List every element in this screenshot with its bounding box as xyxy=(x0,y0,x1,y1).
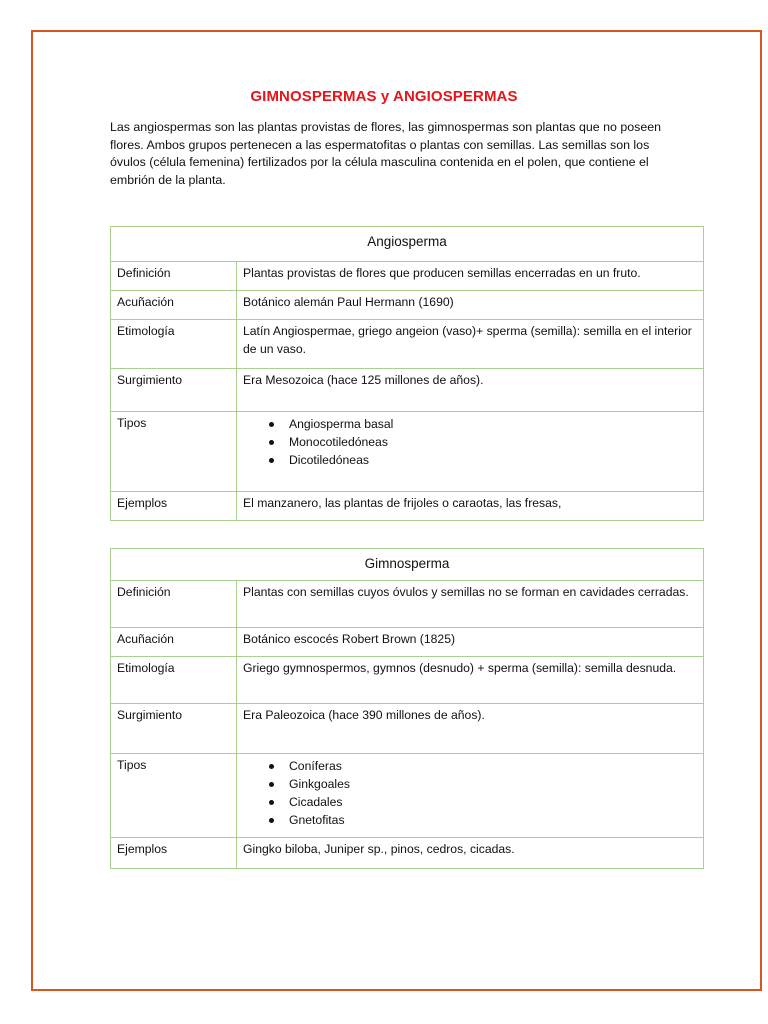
list-item: Monocotiledóneas xyxy=(289,433,697,451)
row-value: Gingko biloba, Juniper sp., pinos, cedros, cicadas. xyxy=(237,838,704,869)
row-value: Latín Angiospermae, griego angeion (vaso)+ sperma (semilla): semilla en el interior de un vaso. xyxy=(237,320,704,369)
row-label: Surgimiento xyxy=(111,704,237,754)
row-value: Plantas con semillas cuyos óvulos y semillas no se forman en cavidades cerradas. xyxy=(237,581,704,628)
row-value: Botánico alemán Paul Hermann (1690) xyxy=(237,291,704,320)
intro-paragraph: Las angiospermas son las plantas provistas de flores, las gimnospermas son plantas que no poseen flores. Ambos grupos pertenecen a las espermatofitas o plantas con semillas. Las semillas son los óvulos (célula femenina) fertilizados por la célula masculina contenida en el polen, que contiene el embrión de la planta. xyxy=(110,120,662,187)
row-label: Definición xyxy=(111,262,237,291)
list-item: Dicotiledóneas xyxy=(289,451,697,469)
list-item: Cicadales xyxy=(289,793,697,811)
list-item: Ginkgoales xyxy=(289,775,697,793)
document-title: GIMNOSPERMAS y ANGIOSPERMAS xyxy=(250,88,518,105)
row-label: Tipos xyxy=(111,412,237,492)
tipos-list xyxy=(243,757,697,829)
row-label: Ejemplos xyxy=(111,838,237,869)
row-label: Ejemplos xyxy=(111,492,237,521)
tipos-list xyxy=(243,415,697,469)
row-value: Era Mesozoica (hace 125 millones de años). xyxy=(237,369,704,412)
list-item: Angiosperma basal xyxy=(289,415,697,433)
row-value: Griego gymnospermos, gymnos (desnudo) + sperma (semilla): semilla desnuda. xyxy=(237,657,704,704)
row-label: Tipos xyxy=(111,754,237,838)
row-value: El manzanero, las plantas de frijoles o caraotas, las fresas, xyxy=(237,492,704,521)
row-label: Acuñación xyxy=(111,291,237,320)
table-heading: Gimnosperma xyxy=(111,549,704,581)
list-item: Gnetofitas xyxy=(289,811,697,829)
row-value xyxy=(237,754,704,838)
row-value: Botánico escocés Robert Brown (1825) xyxy=(237,628,704,657)
row-label: Acuñación xyxy=(111,628,237,657)
table-heading: Angiosperma xyxy=(111,227,704,262)
row-value xyxy=(237,412,704,492)
row-label: Definición xyxy=(111,581,237,628)
angiosperma-table xyxy=(110,226,704,521)
list-item: Coníferas xyxy=(289,757,697,775)
row-label: Etimología xyxy=(111,657,237,704)
row-value: Era Paleozoica (hace 390 millones de años). xyxy=(237,704,704,754)
row-value: Plantas provistas de flores que producen semillas encerradas en un fruto. xyxy=(237,262,704,291)
row-label: Surgimiento xyxy=(111,369,237,412)
row-label: Etimología xyxy=(111,320,237,369)
gimnosperma-table xyxy=(110,548,704,869)
